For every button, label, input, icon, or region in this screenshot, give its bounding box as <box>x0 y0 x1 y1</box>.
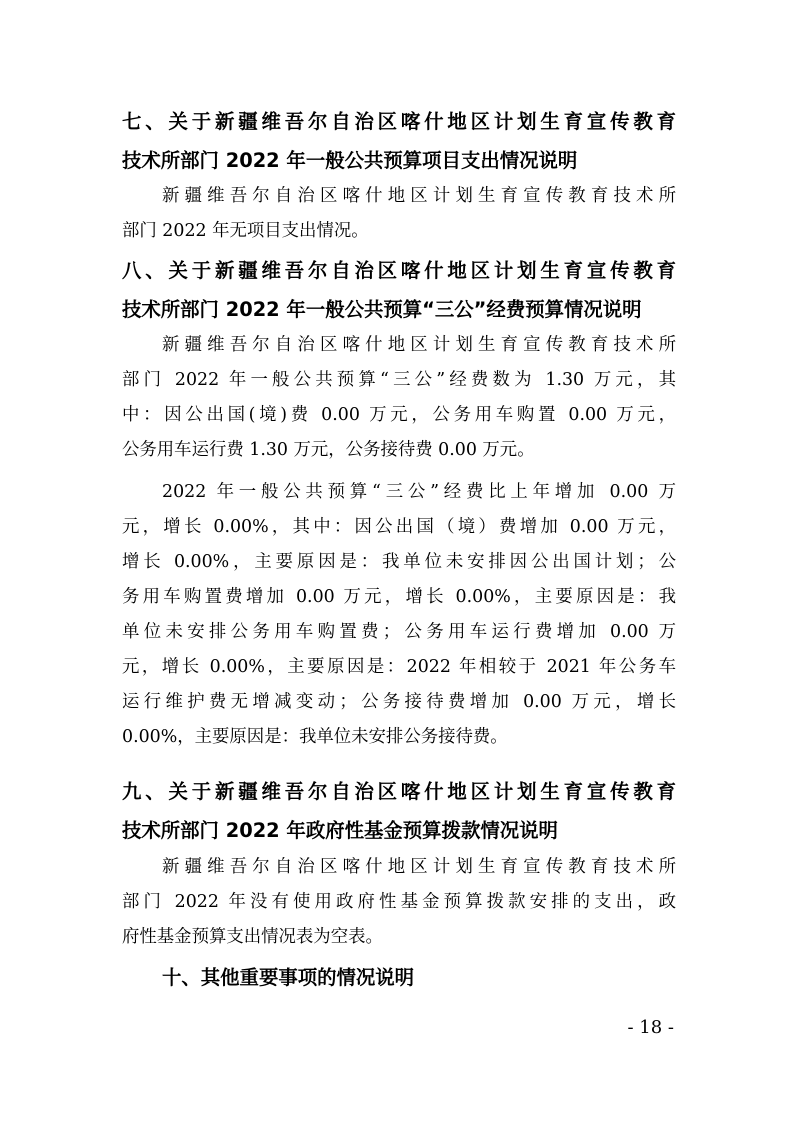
section8-para1-line: 新疆维吾尔自治区喀什地区计划生育宣传教育技术所 <box>162 335 676 355</box>
section7-title-line2: 技术所部门 2022 年一般公共预算项目支出情况说明 <box>122 149 578 172</box>
section8-para2-line: 单位未安排公务用车购置费；公务用车运行费增加 0.00 万 <box>122 622 676 642</box>
section8-para1-line: 公务用车运行费 1.30 万元，公务接待费 0.00 万元。 <box>122 440 535 460</box>
section7-title-line1: 七、关于新疆维吾尔自治区喀什地区计划生育宣传教育 <box>122 110 676 133</box>
section9-body-line: 部门 2022 年没有使用政府性基金预算拨款安排的支出，政 <box>122 892 676 912</box>
section8-para1-line: 中：因公出国(境)费 0.00 万元，公务用车购置 0.00 万元， <box>122 405 676 425</box>
section8-para2-line: 增长 0.00%，主要原因是：我单位未安排因公出国计划；公 <box>122 552 676 572</box>
section8-para2-line: 0.00%，主要原因是：我单位未安排公务接待费。 <box>122 727 508 747</box>
section8-para2-line: 元，增长 0.00%，主要原因是：2022 年相较于 2021 年公务车 <box>122 657 676 677</box>
section8-para2-line: 2022 年一般公共预算“三公”经费比上年增加 0.00 万 <box>162 482 676 502</box>
section8-para2-line: 运行维护费无增减变动；公务接待费增加 0.00 万元，增长 <box>122 692 676 712</box>
section8-title-line2: 技术所部门 2022 年一般公共预算“三公”经费预算情况说明 <box>122 298 642 321</box>
page-number: - 18 - <box>627 1017 674 1038</box>
section8-title-line1: 八、关于新疆维吾尔自治区喀什地区计划生育宣传教育 <box>122 259 676 282</box>
section8-para2-line: 务用车购置费增加 0.00 万元，增长 0.00%，主要原因是：我 <box>122 587 676 607</box>
section9-body-line: 府性基金预算支出情况表为空表。 <box>122 927 383 947</box>
section9-body-line: 新疆维吾尔自治区喀什地区计划生育宣传教育技术所 <box>162 857 676 877</box>
section10-title: 十、其他重要事项的情况说明 <box>162 966 415 989</box>
section8-para1-line: 部门 2022 年一般公共预算“三公”经费数为 1.30 万元，其 <box>122 370 676 390</box>
section7-body-line: 新疆维吾尔自治区喀什地区计划生育宣传教育技术所 <box>162 186 676 206</box>
section7-body-line: 部门 2022 年无项目支出情况。 <box>122 221 369 241</box>
section8-para2-line: 元，增长 0.00%，其中：因公出国（境）费增加 0.00 万元， <box>122 517 676 537</box>
section9-title-line2: 技术所部门 2022 年政府性基金预算拨款情况说明 <box>122 819 558 842</box>
section9-title-line1: 九、关于新疆维吾尔自治区喀什地区计划生育宣传教育 <box>122 780 676 803</box>
